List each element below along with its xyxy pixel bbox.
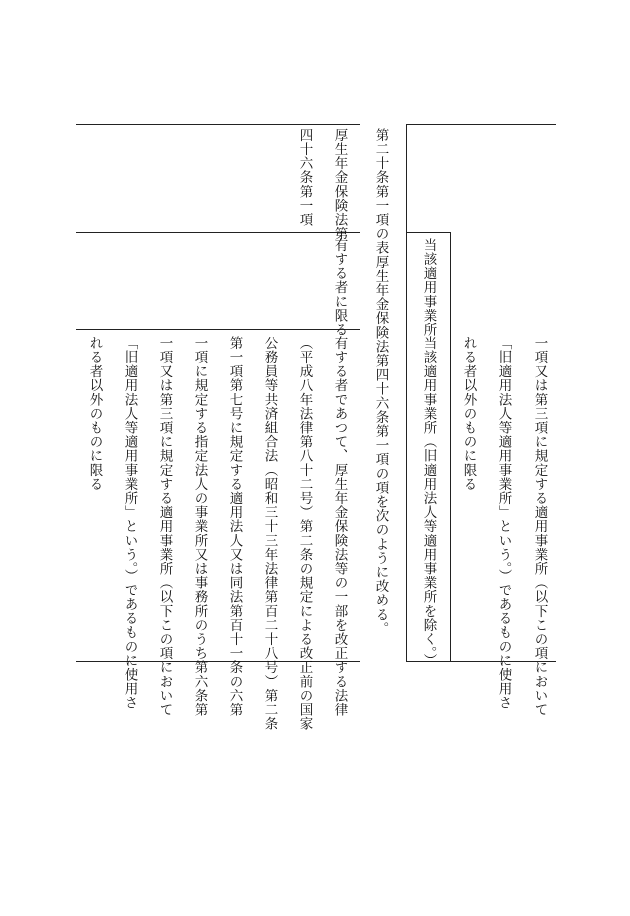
top-table-column-divider bbox=[450, 232, 451, 662]
bottom-table-text-line: 一項又は第三項に規定する適用事業所（以下この項において bbox=[156, 336, 173, 717]
bottom-table-border-top bbox=[76, 124, 360, 125]
bottom-table-text-line: 「旧適用法人等適用事業所」という。）であるものに使用さ bbox=[121, 336, 138, 710]
law-reference-cell: 四十六条第一項 bbox=[296, 128, 313, 227]
bottom-table-row-rule-1 bbox=[76, 232, 360, 233]
bottom-table-text-line: れる者以外のものに限る bbox=[86, 336, 103, 492]
top-table-text-line: れる者以外のものに限る bbox=[460, 336, 477, 492]
bottom-table-text-line: 第一項第七号に規定する適用法人又は同法第百十一条の六第 bbox=[226, 336, 243, 717]
bottom-table-text-line: 有する者であつて、厚生年金保険法等の一部を改正する法律 bbox=[331, 336, 348, 717]
bottom-table-border-bottom bbox=[76, 661, 360, 662]
bottom-table-row-rule-2 bbox=[76, 329, 360, 330]
top-table-header-rule bbox=[406, 232, 450, 233]
top-table-text-line: 「旧適用法人等適用事業所」という。）であるものに使用さ bbox=[495, 336, 512, 710]
top-table-text-line: 一項又は第三項に規定する適用事業所（以下この項において bbox=[531, 336, 548, 717]
top-table-body-cell: 当該適用事業所（旧適用法人等適用事業所を除く。） bbox=[420, 336, 437, 668]
bottom-table-header-cell: 有する者に限る bbox=[331, 238, 348, 337]
top-table-border-top bbox=[406, 124, 556, 125]
amendment-heading: 第二十条第一項の表厚生年金保険法第四十六条第一項の項を次のように改める。 bbox=[372, 128, 389, 636]
law-reference-cell: 厚生年金保険法第 bbox=[331, 128, 348, 241]
bottom-table-text-line: 公務員等共済組合法（昭和三十三年法律第百二十八号）第二条 bbox=[261, 336, 278, 731]
bottom-table-text-line: 一項に規定する指定法人の事業所又は事務所のうち第六条第 bbox=[191, 336, 208, 717]
bottom-table-text-line: （平成八年法律第八十二号）第二条の規定による改正前の国家 bbox=[296, 336, 313, 731]
top-table-header-cell: 当該適用事業所 bbox=[420, 238, 437, 337]
top-table-border-left bbox=[406, 124, 407, 662]
